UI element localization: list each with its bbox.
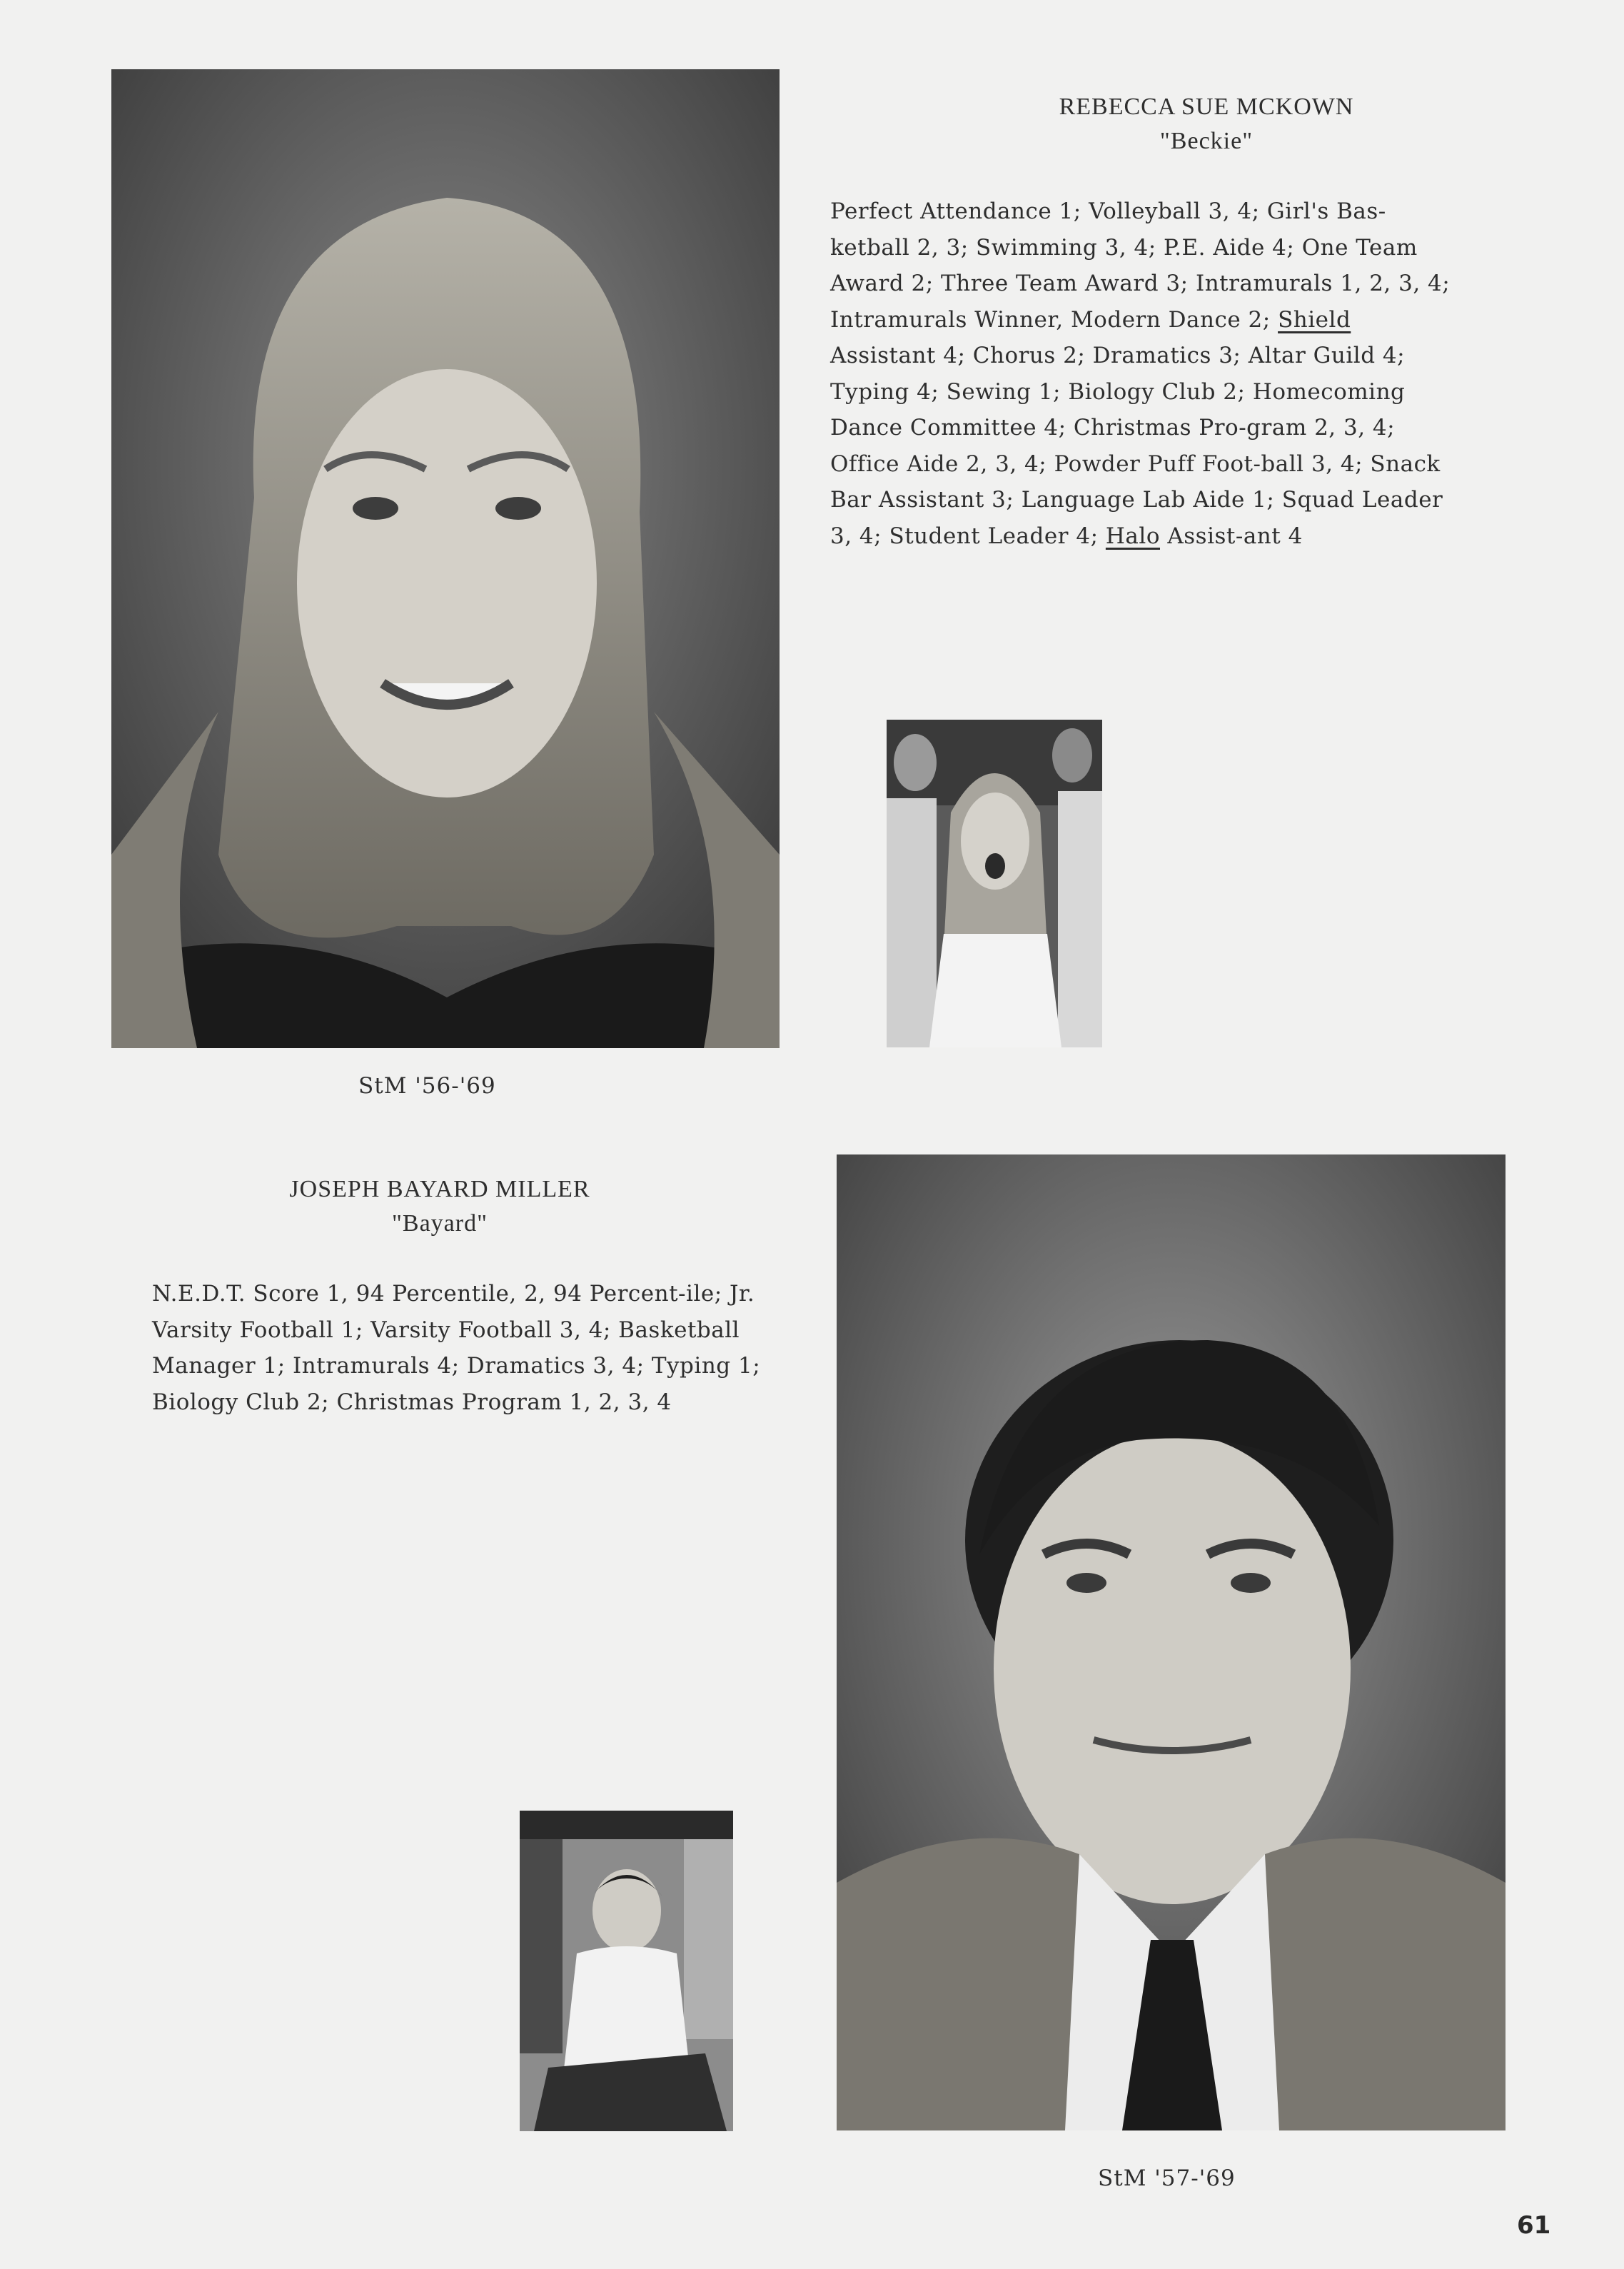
activities-text: Perfect Attendance 1; Volleyball 3, 4; Girl's Bas-ketball 2, 3; Swimming 3, 4; P.E. Aide 4; One Team Award 2; Three Team Award 3; Intramurals 1, 2, 3, 4; Intramurals Winner, Modern Dance 2;: [830, 198, 1451, 333]
portrait-photo-rebecca: [111, 69, 780, 1048]
student-nickname: "Bayard": [392, 1210, 488, 1237]
student-activities: N.E.D.T. Score 1, 94 Percentile, 2, 94 Percent-ile; Jr. Varsity Football 1; Varsity Football 3, 4; Basketball Manager 1; Intramurals 4; Dramatics 3, 4; Typing 1; Biology Club 2; Christmas Program 1, 2, 3, 4: [152, 1281, 761, 1415]
years-caption: StM '56-'69: [358, 1073, 496, 1099]
male-portrait-photo-icon: [837, 1154, 1506, 2130]
student-nickname: "Beckie": [1159, 128, 1254, 154]
candid-photo-rebecca: [887, 720, 1102, 1047]
activities-text: Assistant 4; Chorus 2; Dramatics 3; Altar Guild 4; Typing 4; Sewing 1; Biology Club 2; Homecoming Dance Committee 4; Christmas Pro-gram 2, 3, 4; Office Aide 2, 3, 4; Powder Puff Foot-ball 3, 4; Snack Bar Assistant 3; Language Lab Aide 1; Squad Leader 3, 4; Student Leader 4;: [830, 343, 1443, 549]
publication-name: Halo: [1105, 523, 1160, 549]
student-activities: [830, 193, 1458, 554]
candid-cheering-photo-icon: [887, 720, 1102, 1047]
page-number: 61: [1517, 2211, 1551, 2240]
student-name: REBECCA SUE MCKOWN: [1059, 94, 1354, 120]
candid-seated-photo-icon: [520, 1811, 733, 2131]
portrait-photo-joseph: [837, 1154, 1506, 2130]
student-name: JOSEPH BAYARD MILLER: [289, 1176, 590, 1202]
publication-name: Shield: [1278, 306, 1351, 333]
activities-text: Assist-ant 4: [1167, 523, 1303, 549]
years-caption: StM '57-'69: [1098, 2165, 1236, 2191]
female-portrait-photo-icon: [111, 69, 780, 1048]
student-name-block: [161, 1172, 718, 1241]
student-name-block: [928, 90, 1485, 159]
candid-photo-joseph: [520, 1811, 733, 2131]
